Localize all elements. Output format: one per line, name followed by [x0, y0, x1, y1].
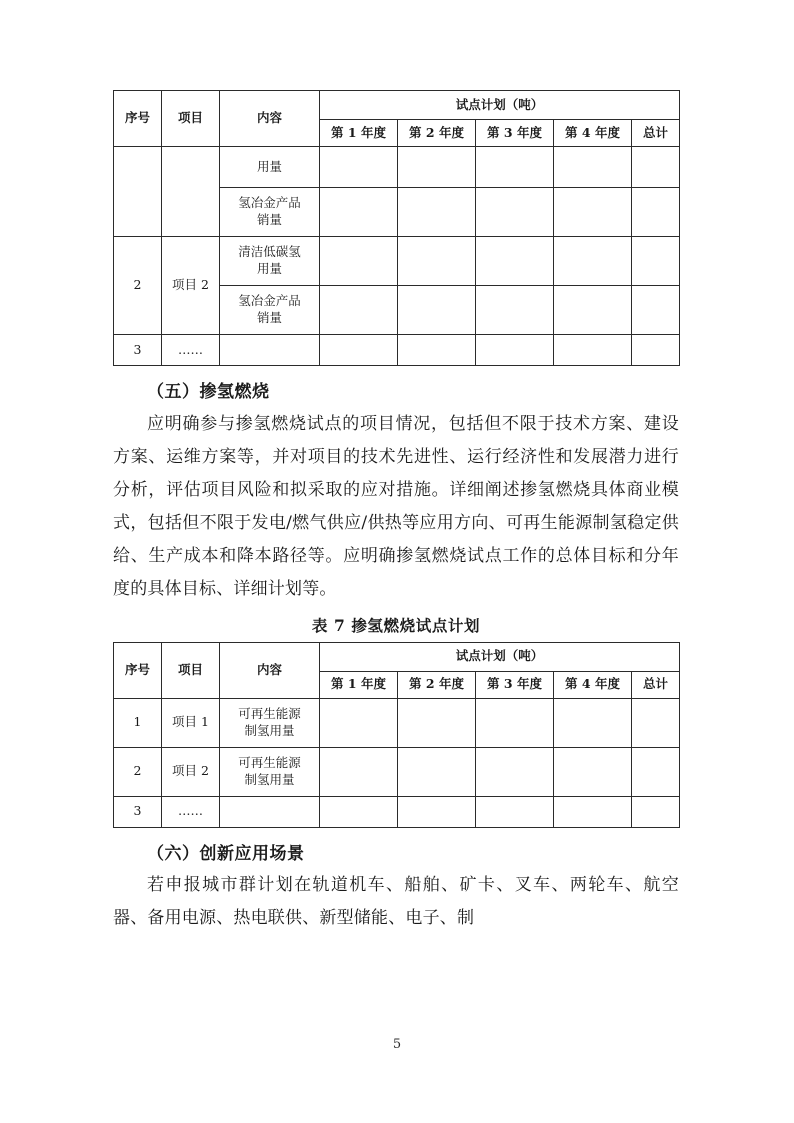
cell-year-3[interactable]	[476, 188, 554, 237]
cell-year-3[interactable]	[476, 237, 554, 286]
cell-year-3[interactable]	[476, 335, 554, 366]
cell-year-2[interactable]	[398, 188, 476, 237]
cell-year-4[interactable]	[554, 698, 632, 747]
cell-total[interactable]	[632, 188, 680, 237]
section-paragraph-five: 应明确参与掺氢燃烧试点的项目情况，包括但不限于技术方案、建设方案、运维方案等，并对项目的技术先进性、运行经济性和发展潜力进行分析，评估项目风险和拟采取的应对措施。详细阐述掺氢燃烧具体商业模式，包括但不限于发电/燃气供应/供热等应用方向、可再生能源制氢稳定供给、生产成本和降本路径等。应明确掺氢燃烧试点工作的总体目标和分年度的具体目标、详细计划等。	[113, 413, 679, 599]
cell-year-2[interactable]	[398, 147, 476, 188]
cell-year-1[interactable]	[320, 698, 398, 747]
cell-year-4[interactable]	[554, 286, 632, 335]
page-content	[113, 90, 679, 935]
page-number: 5	[392, 1037, 402, 1052]
cell-year-2[interactable]	[398, 335, 476, 366]
cell-year-2[interactable]	[398, 286, 476, 335]
cell-year-3[interactable]	[476, 147, 554, 188]
cell-content: 清洁低碳氢 用量	[220, 237, 320, 286]
cell-project: 项目 2	[162, 747, 220, 796]
cell-total[interactable]	[632, 237, 680, 286]
cell-seq: 1	[114, 698, 162, 747]
header-seq: 序号	[114, 91, 162, 147]
cell-content	[220, 796, 320, 827]
cell-total[interactable]	[632, 747, 680, 796]
cell-year-1[interactable]	[320, 188, 398, 237]
section-heading-six: （六）创新应用场景	[147, 843, 305, 864]
table-row	[114, 335, 680, 366]
header-year-1: 第 1 年度	[320, 120, 398, 147]
cell-total[interactable]	[632, 286, 680, 335]
cell-year-2[interactable]	[398, 237, 476, 286]
header-year-2: 第 2 年度	[398, 120, 476, 147]
cell-seq: 3	[114, 796, 162, 827]
table-header-row-1	[114, 642, 680, 671]
header-year-4: 第 4 年度	[554, 120, 632, 147]
cell-content	[220, 335, 320, 366]
cell-total[interactable]	[632, 796, 680, 827]
cell-project: 项目 2	[162, 237, 220, 335]
header-project: 项目	[162, 91, 220, 147]
table-hydrogen-blended-combustion-pilot-plan	[113, 642, 680, 828]
cell-project: ……	[162, 796, 220, 827]
section-paragraph-six: 若申报城市群计划在轨道机车、船舶、矿卡、叉车、两轮车、航空器、备用电源、热电联供、新型储能、电子、制	[113, 875, 679, 928]
cell-year-4[interactable]	[554, 188, 632, 237]
cell-total[interactable]	[632, 147, 680, 188]
header-year-3: 第 3 年度	[476, 671, 554, 698]
header-year-1: 第 1 年度	[320, 671, 398, 698]
cell-project: 项目 1	[162, 698, 220, 747]
header-seq: 序号	[114, 642, 162, 698]
header-year-2: 第 2 年度	[398, 671, 476, 698]
table-row	[114, 747, 680, 796]
header-plan-group: 试点计划（吨）	[320, 642, 680, 671]
cell-year-1[interactable]	[320, 747, 398, 796]
cell-year-2[interactable]	[398, 747, 476, 796]
header-total: 总计	[632, 120, 680, 147]
cell-year-4[interactable]	[554, 796, 632, 827]
cell-year-4[interactable]	[554, 747, 632, 796]
header-content: 内容	[220, 642, 320, 698]
cell-year-3[interactable]	[476, 796, 554, 827]
cell-year-1[interactable]	[320, 796, 398, 827]
cell-year-1[interactable]	[320, 147, 398, 188]
cell-content: 用量	[220, 147, 320, 188]
cell-year-1[interactable]	[320, 335, 398, 366]
cell-seq: 2	[114, 747, 162, 796]
cell-content: 氢冶金产品 销量	[220, 188, 320, 237]
cell-total[interactable]	[632, 698, 680, 747]
cell-project: ……	[162, 335, 220, 366]
cell-year-1[interactable]	[320, 237, 398, 286]
table-header-row-1	[114, 91, 680, 120]
cell-total[interactable]	[632, 335, 680, 366]
cell-year-3[interactable]	[476, 286, 554, 335]
table-row	[114, 796, 680, 827]
table-hydrogen-metallurgy-pilot-plan-continued	[113, 90, 680, 366]
header-plan-group: 试点计划（吨）	[320, 91, 680, 120]
cell-seq	[114, 147, 162, 237]
cell-year-3[interactable]	[476, 698, 554, 747]
header-year-4: 第 4 年度	[554, 671, 632, 698]
cell-year-2[interactable]	[398, 796, 476, 827]
header-content: 内容	[220, 91, 320, 147]
section-heading-five: （五）掺氢燃烧	[147, 382, 270, 402]
cell-year-3[interactable]	[476, 747, 554, 796]
header-total: 总计	[632, 671, 680, 698]
cell-year-4[interactable]	[554, 147, 632, 188]
cell-year-4[interactable]	[554, 335, 632, 366]
table-row	[114, 698, 680, 747]
header-year-3: 第 3 年度	[476, 120, 554, 147]
table-row	[114, 147, 680, 188]
cell-seq: 2	[114, 237, 162, 335]
cell-project	[162, 147, 220, 237]
table-row	[114, 237, 680, 286]
cell-content: 可再生能源 制氢用量	[220, 698, 320, 747]
table-caption-7: 表 7 掺氢燃烧试点计划	[311, 615, 481, 635]
cell-year-1[interactable]	[320, 286, 398, 335]
cell-content: 可再生能源 制氢用量	[220, 747, 320, 796]
cell-content: 氢冶金产品 销量	[220, 286, 320, 335]
cell-seq: 3	[114, 335, 162, 366]
cell-year-2[interactable]	[398, 698, 476, 747]
header-project: 项目	[162, 642, 220, 698]
cell-year-4[interactable]	[554, 237, 632, 286]
